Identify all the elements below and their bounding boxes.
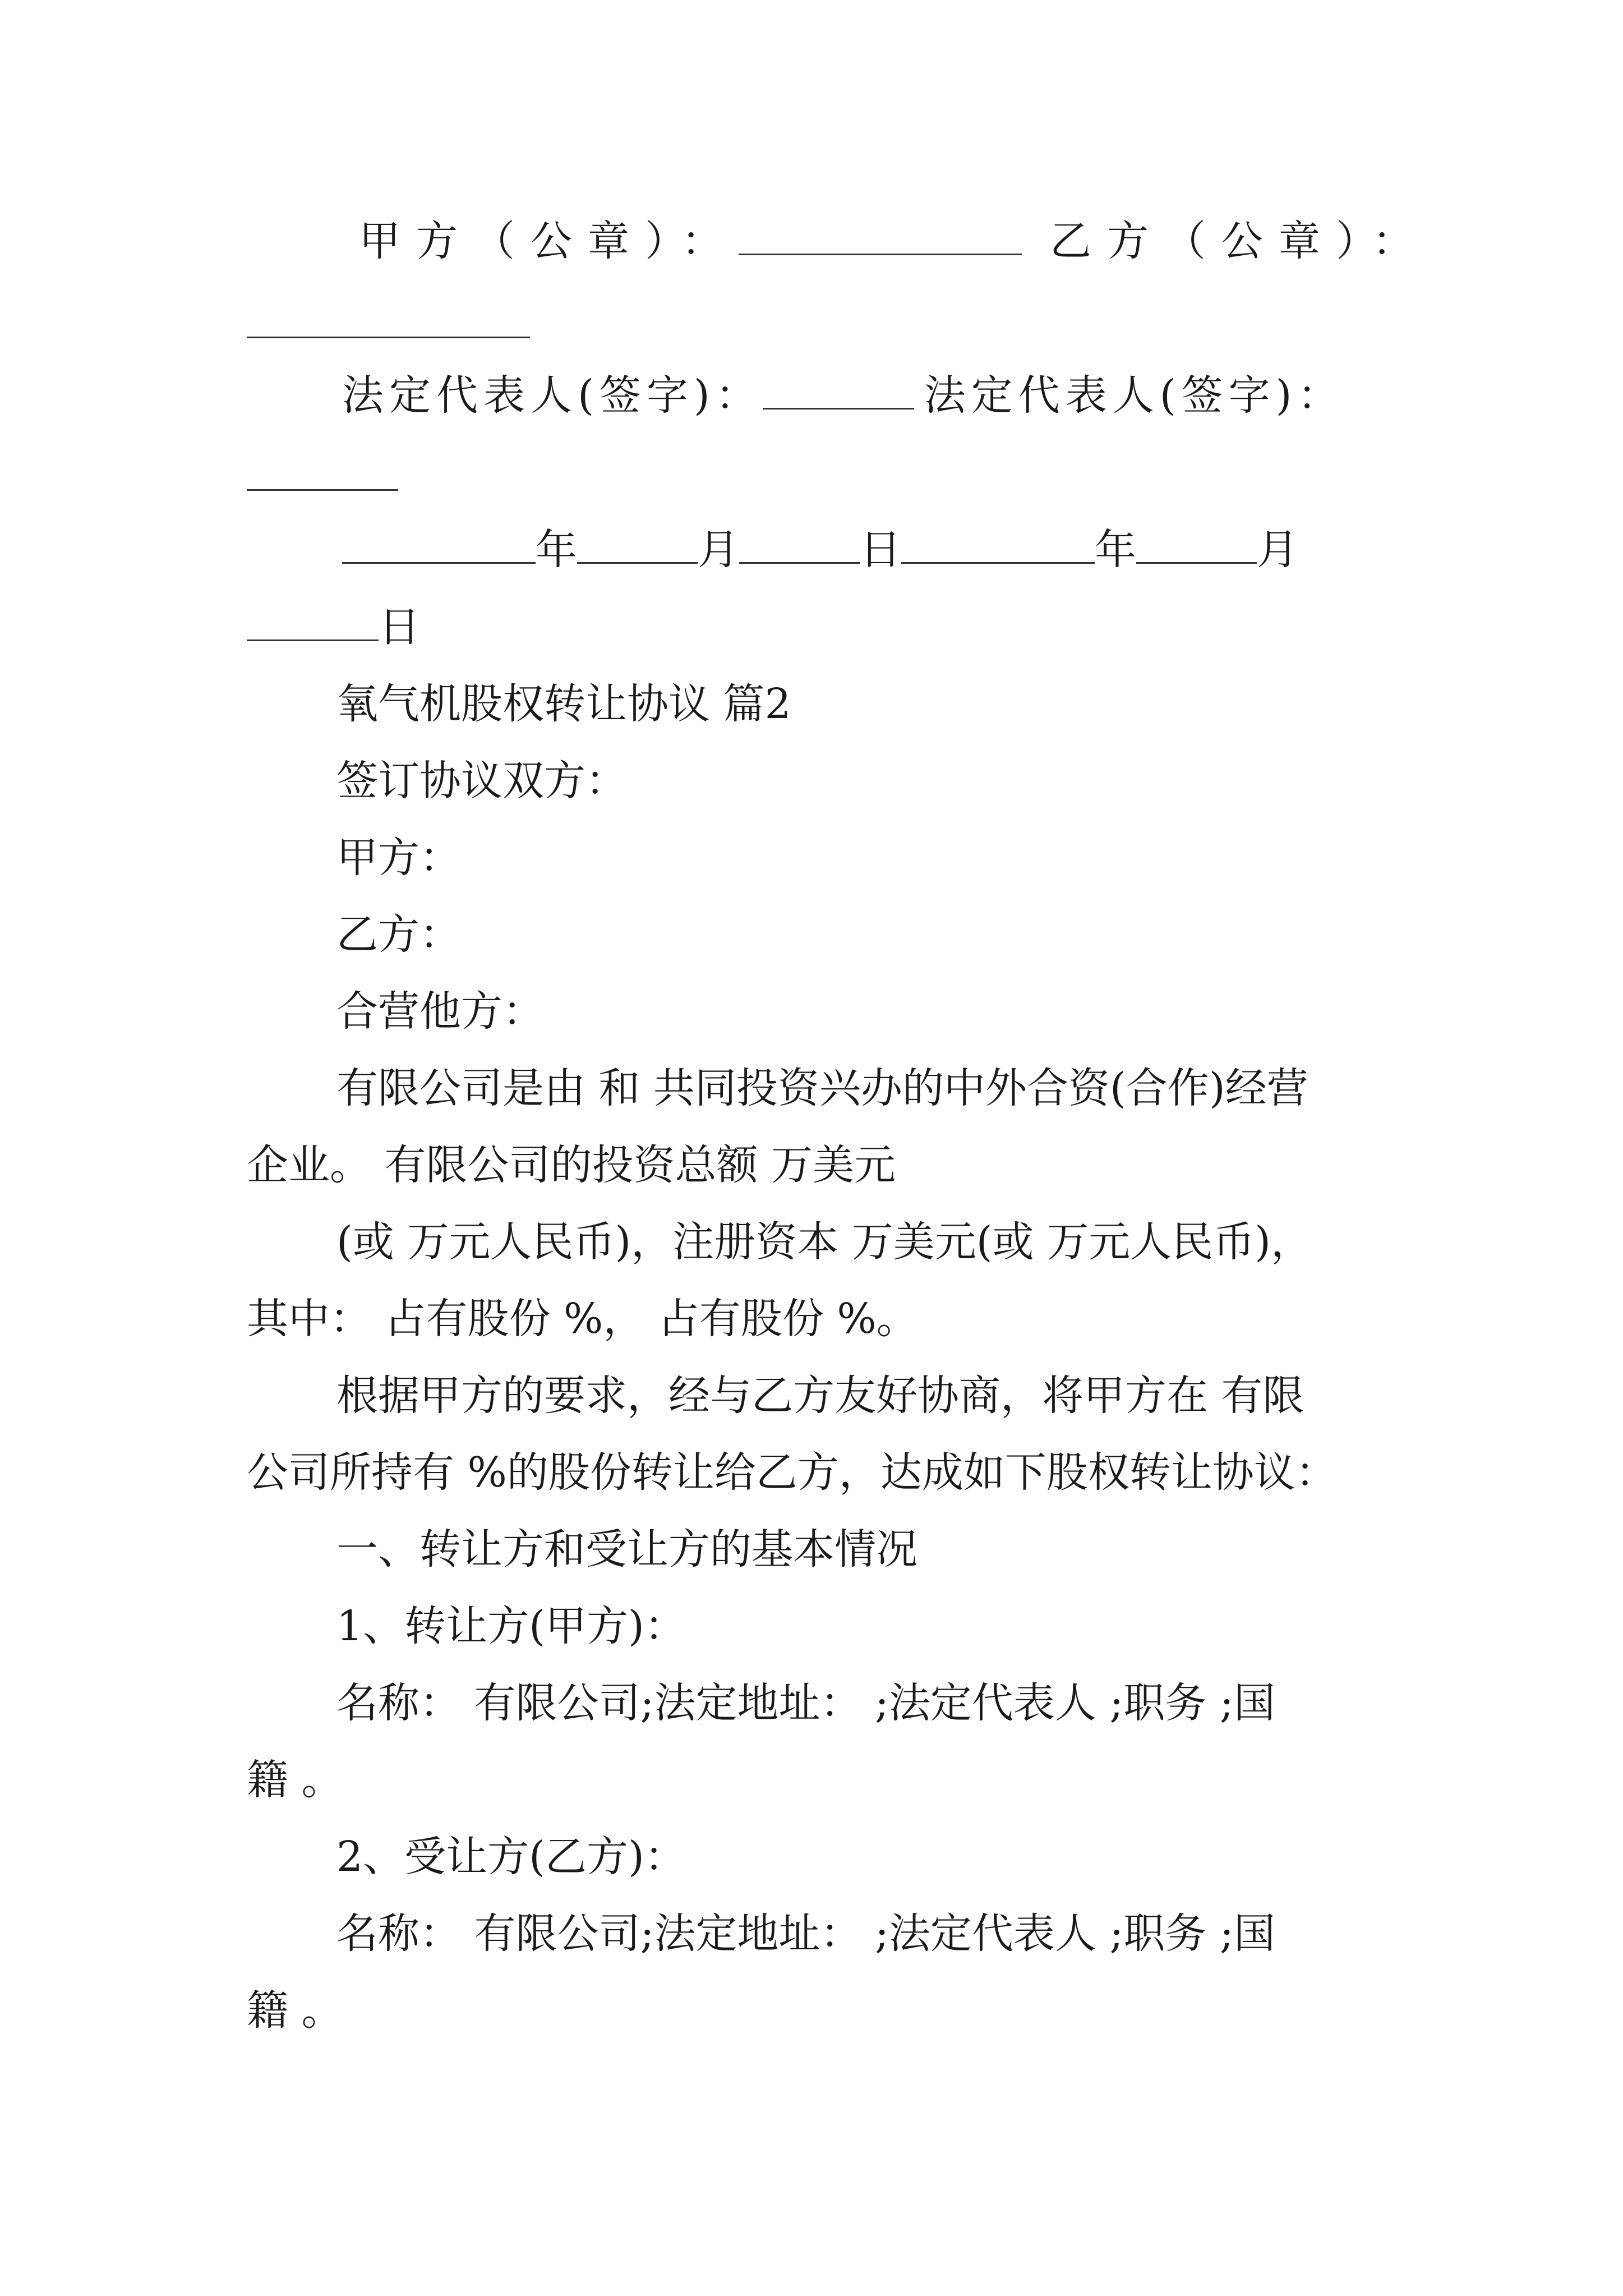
party-a-seal-label: 甲方（公章）： [359,217,739,265]
seal-line [359,213,1430,269]
para1-line1: 有限公司是由 和 共同投资兴办的中外合资(合作)经营 [336,1064,1308,1112]
day-b-blank [247,605,379,641]
party-a-seal-blank [739,219,1022,255]
year-a-blank [342,527,536,564]
para1-line2: 企业。 有限公司的投资总额 万美元 [247,1141,896,1189]
legal-rep-line [342,367,1345,424]
item2-title: 2、受让方(乙方)： [336,1833,686,1881]
document-heading: 氧气机股权转让协议 篇2 [336,680,791,728]
section1-heading: 一、转让方和受让方的基本情况 [336,1525,917,1573]
item2-line2: 籍 。 [247,1986,343,2035]
party-a: 甲方： [336,834,461,882]
day-a-label: 日 [860,526,901,574]
month-b-blank [1136,527,1257,564]
item1-line2: 籍 。 [247,1756,343,1804]
signing-parties: 签订协议双方： [336,757,627,805]
date-line-cont [247,599,420,655]
para3-line2: 公司所持有 %的股份转让给乙方，达成如下股权转让协议： [247,1448,1337,1497]
month-b-label: 月 [1257,526,1298,574]
day-a-blank [739,527,860,564]
legal-rep-a-blank [763,373,914,409]
item2-line1: 名称： 有限公司;法定地址： ;法定代表人 ;职务 ;国 [336,1910,1275,1958]
year-b-label: 年 [1095,526,1136,574]
para2-line1: (或 万元人民币)，注册资本 万美元(或 万元人民币)， [336,1218,1313,1266]
year-b-blank [901,527,1095,564]
month-a-blank [577,527,698,564]
legal-rep-a-label: 法定代表人(签字)： [342,371,763,420]
date-line [342,522,1298,578]
party-b: 乙方： [336,910,461,959]
item1-line1: 名称： 有限公司;法定地址： ;法定代表人 ;职务 ;国 [336,1679,1275,1727]
para2-line2: 其中： 占有股份 %， 占有股份 %。 [247,1295,918,1343]
item1-title: 1、转让方(甲方)： [336,1602,686,1650]
month-a-label: 月 [698,526,739,574]
party-b-seal-label: 乙方（公章）： [1050,217,1430,265]
legal-rep-b-blank [247,489,398,491]
year-a-label: 年 [536,526,577,574]
party-b-seal-blank [247,337,530,338]
para3-line1: 根据甲方的要求，经与乙方友好协商，将甲方在 有限 [336,1372,1304,1420]
legal-rep-b-label: 法定代表人(签字)： [924,371,1345,420]
other-party: 合营他方： [336,987,544,1036]
day-b-label: 日 [379,603,420,651]
